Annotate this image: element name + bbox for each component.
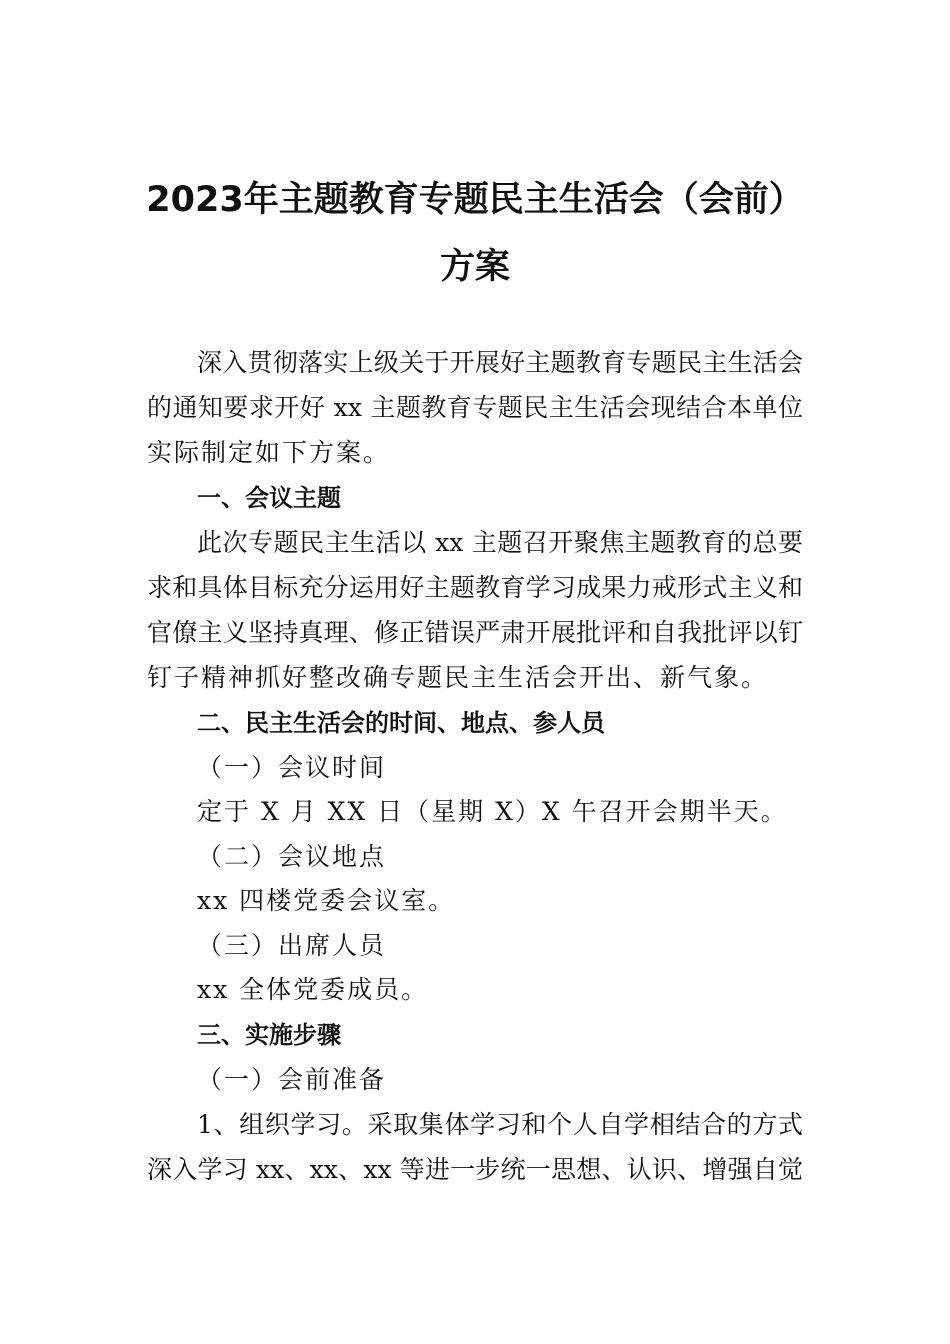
theme-paragraph-line-3: 官僚主义坚持真理、修正错误严肃开展批评和自我批评以钉 — [147, 618, 803, 647]
document-title-line-1: 2023年主题教育专题民主生活会（会前） — [146, 180, 804, 220]
theme-paragraph-line-1: 此次专题民主生活以 xx 主题召开聚焦主题教育的总要 — [197, 528, 803, 557]
subheading-meeting-time: （一）会议时间 — [197, 753, 387, 782]
intro-line-3: 实际制定如下方案。 — [147, 438, 391, 467]
document-title-line-2: 方案 — [439, 247, 510, 287]
subheading-meeting-place: （二）会议地点 — [197, 842, 387, 871]
attendees-text: xx 全体党委成员。 — [197, 975, 429, 1004]
preparation-item-1-line-1: 1、组织学习。采取集体学习和个人自学相结合的方式 — [197, 1110, 803, 1139]
intro-line-2: 的通知要求开好 xx 主题教育专题民主生活会现结合本单位 — [147, 393, 803, 422]
section-heading-theme: 一、会议主题 — [197, 484, 341, 512]
subheading-preparation: （一）会前准备 — [197, 1065, 387, 1094]
subheading-attendees: （三）出席人员 — [197, 931, 387, 960]
theme-paragraph-line-4: 钉子精神抓好整改确专题民主生活会开出、新气象。 — [147, 663, 769, 692]
meeting-time-text: 定于 X 月 XX 日（星期 X）X 午召开会期半天。 — [197, 797, 788, 826]
section-heading-steps: 三、实施步骤 — [197, 1021, 341, 1049]
section-heading-time-place: 二、民主生活会的时间、地点、参人员 — [197, 709, 605, 737]
theme-paragraph-line-2: 求和具体目标充分运用好主题教育学习成果力戒形式主义和 — [147, 573, 803, 602]
intro-line-1: 深入贯彻落实上级关于开展好主题教育专题民主生活会 — [197, 348, 803, 377]
preparation-item-1-line-2: 深入学习 xx、xx、xx 等进一步统一思想、认识、增强自觉 — [147, 1155, 803, 1184]
meeting-place-text: xx 四楼党委会议室。 — [197, 886, 456, 915]
